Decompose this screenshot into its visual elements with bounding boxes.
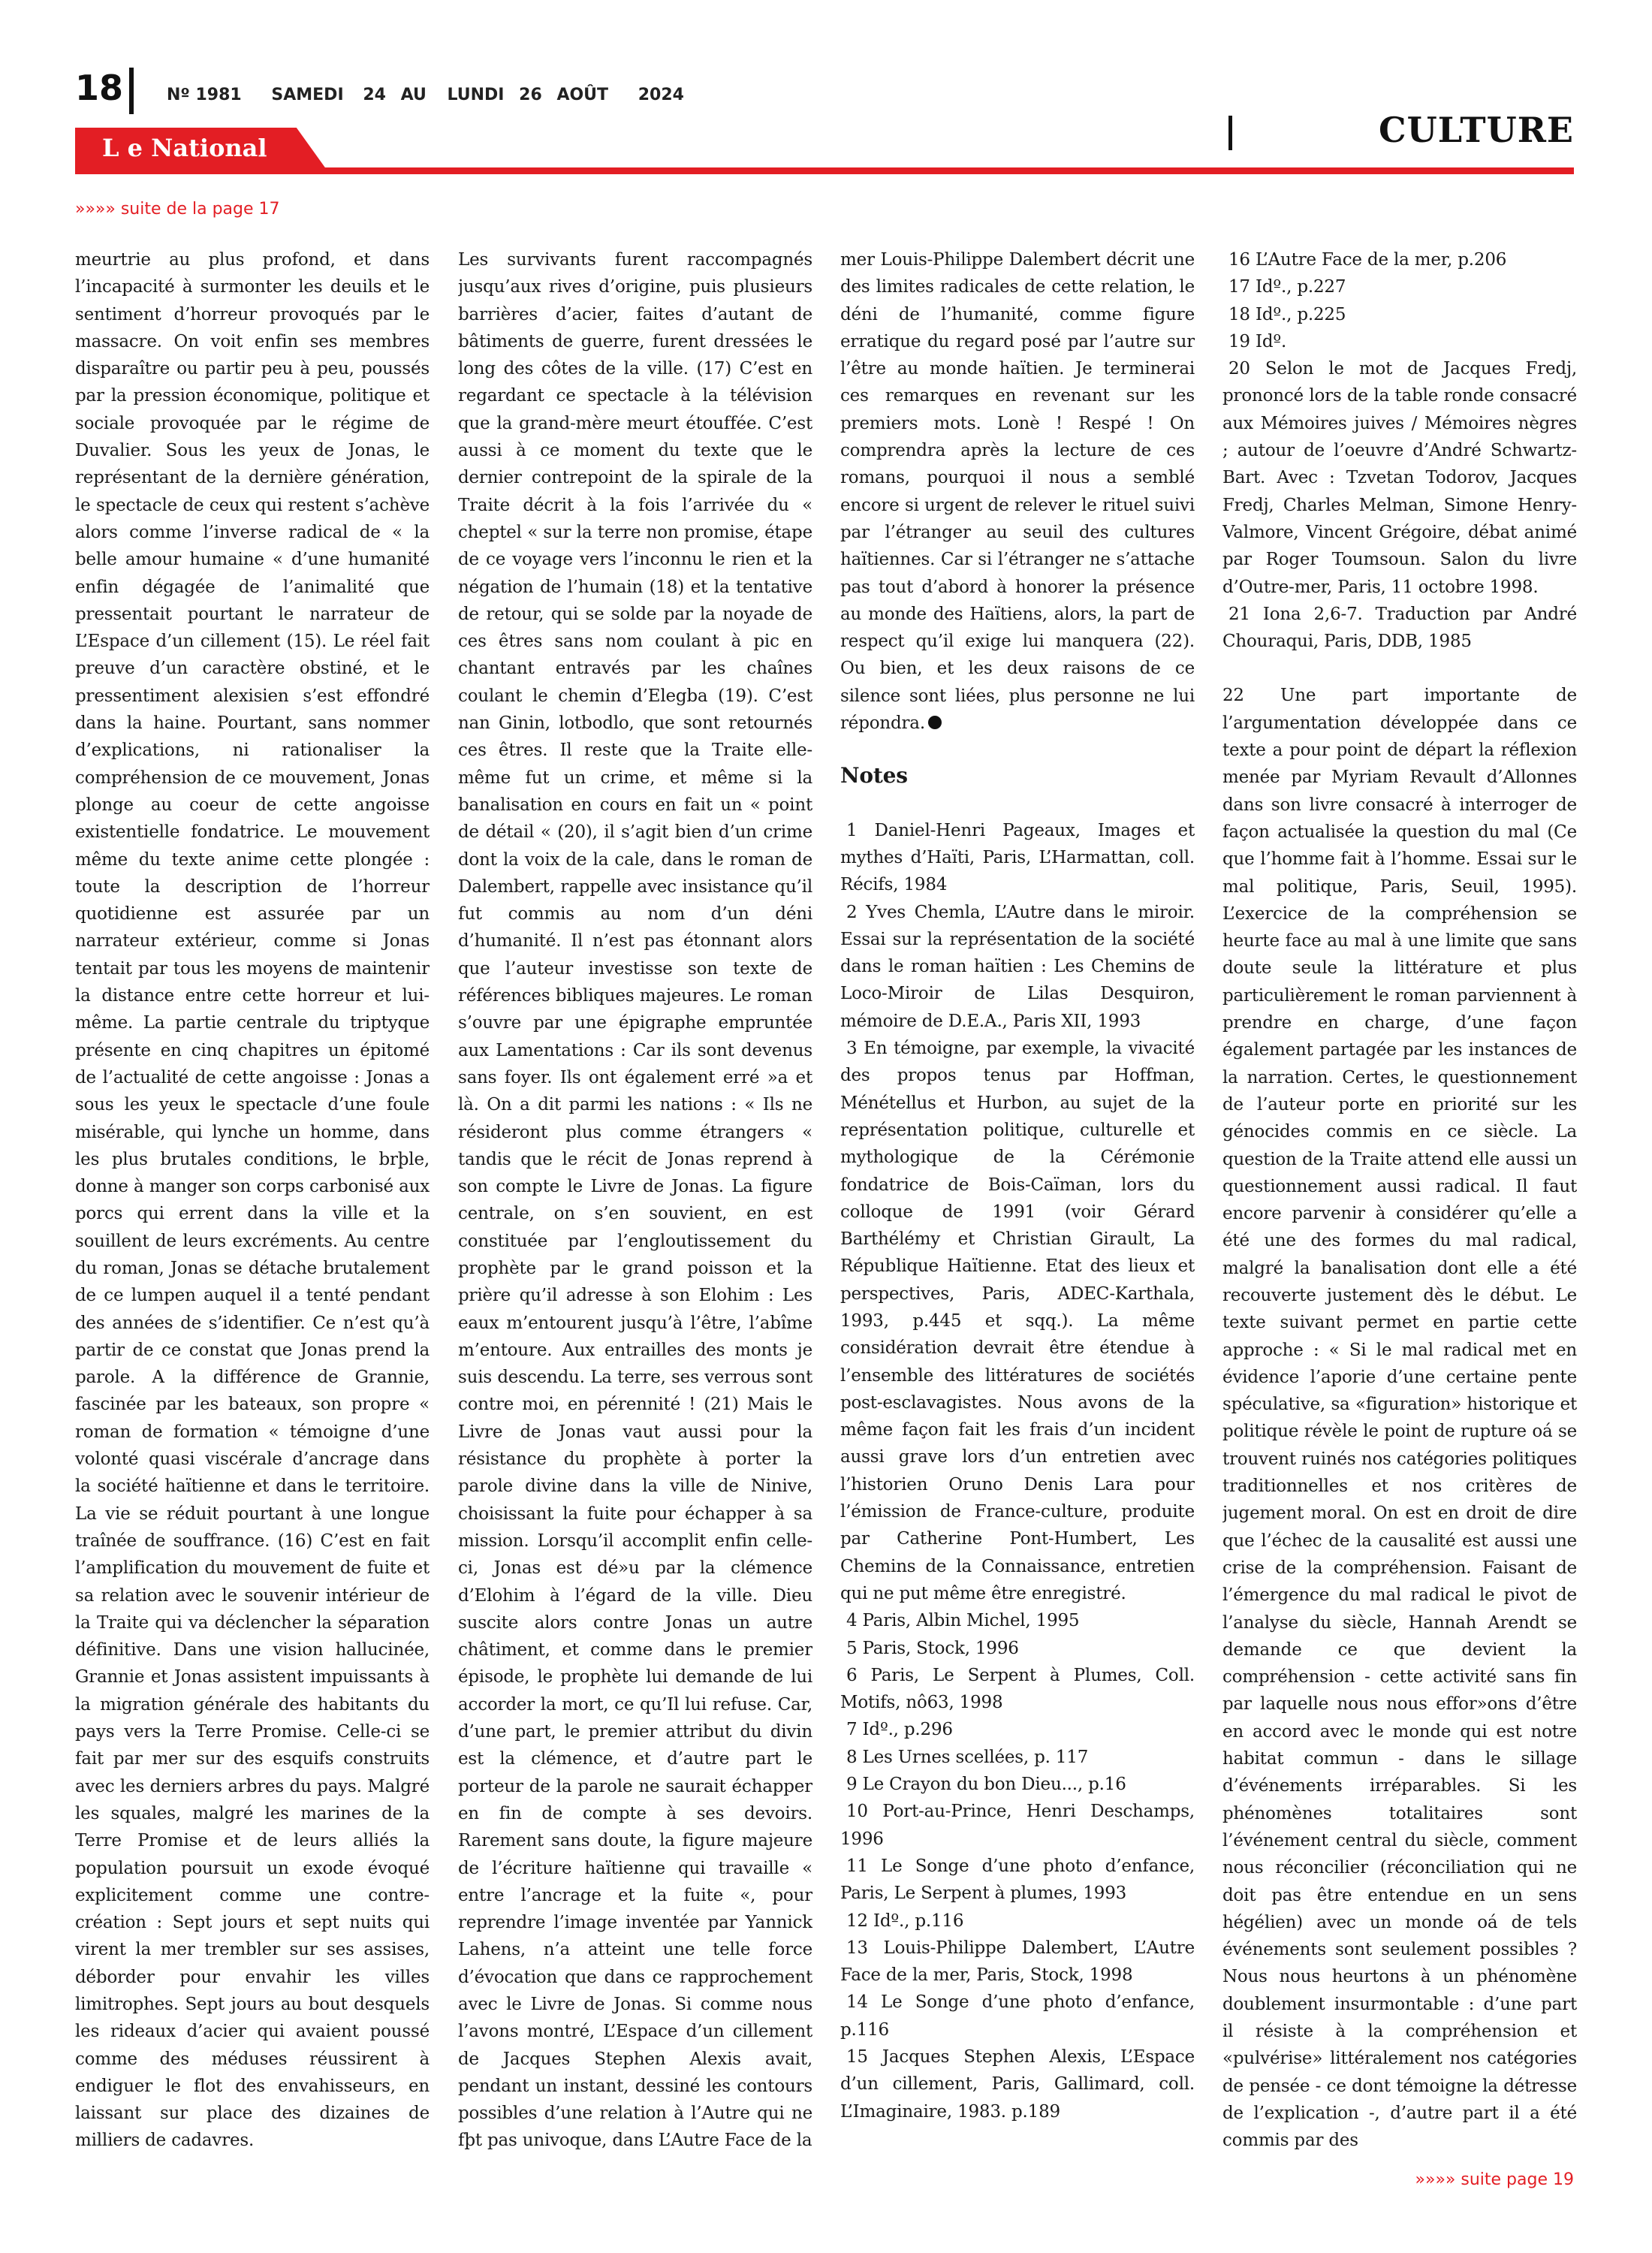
- note-item: 16 L’Autre Face de la mer, p.206: [1228, 250, 1507, 270]
- note-item: 18 Idº., p.225: [1228, 304, 1346, 324]
- note-item: 2 Yves Chemla, L’Autre dans le miroir. Essai sur la représentation de la société dans le roman haïtien : Les Chemins de Loco-Miroir de Lilas Desquiron, mémoire de D.E.A., Paris XII, 1993: [840, 902, 1195, 1031]
- note-item: 15 Jacques Stephen Alexis, L’Espace d’un cillement, Paris, Gallimard, coll. L’Imaginaire, 1983. p.189: [840, 2047, 1195, 2122]
- notes-heading: Notes: [840, 763, 908, 789]
- page-number: 18: [75, 68, 124, 108]
- note-item: 9 Le Crayon du bon Dieu..., p.16: [846, 1775, 1126, 1795]
- section-title: CULTURE: [1379, 110, 1574, 150]
- day-end: LUNDI: [447, 86, 505, 104]
- note-item: 13 Louis-Philippe Dalembert, L’Autre Face de la mer, Paris, Stock, 1998: [840, 1938, 1195, 1986]
- page-number-divider: [129, 68, 134, 114]
- end-of-article-icon: [928, 716, 942, 729]
- note-item: 5 Paris, Stock, 1996: [846, 1638, 1019, 1658]
- page-header: [0, 0, 1652, 195]
- month: AOÛT: [556, 86, 609, 104]
- notes-list-2: [1222, 246, 1577, 655]
- note-item: 1 Daniel-Henri Pageaux, Images et mythes d’Haïti, Paris, L’Harmattan, coll. Récifs, 1984: [840, 820, 1195, 895]
- note-item: 8 Les Urnes scellées, p. 117: [846, 1747, 1089, 1767]
- date-range-word: AU: [400, 86, 427, 104]
- note-item: 7 Idº., p.296: [846, 1720, 953, 1740]
- note-item: 21 Iona 2,6-7. Traduction par André Chouraqui, Paris, DDB, 1985: [1222, 604, 1577, 652]
- section-divider: [1228, 116, 1232, 150]
- article-column-2: [458, 246, 812, 2154]
- date-end: 26: [519, 86, 542, 104]
- continued-from-link[interactable]: »»»» suite de la page 17: [75, 200, 280, 219]
- article-column-4: [1222, 246, 1577, 2154]
- note-item: 3 En témoigne, par exemple, la vivacité des propos tenus par Hoffman, Ménétellus et Hurbon, au sujet de la représentation politique, culturelle et mythologique de la Cérémonie fondatrice de Bois-Caïman, lors du colloque de 1991 (voir Gérard Barthélémy et Christian Girault, La République Haïtienne. Etat des lieux et perspectives, Paris, ADEC-Karthala, 1993, p.445 et sqq.). La même considération devrait être étendue à l’ensemble des littératures de sociétés post-esclavagistes. Nous avons de la même façon fait les frais d’un incident aussi grave lors d’un entretien avec l’historien Oruno Denis Lara pour l’émission de France-culture, produite par Catherine Pont-Humbert, Les Chemins de la Connaissance, entretien qui ne put même être enregistré.: [840, 1039, 1195, 1603]
- article-ending-text: mer Louis-Philippe Dalembert décrit une des limites radicales de cette relation, le déni de l’humanité, comme figure erratique du regard posé par l’autre sur l’être au monde haïtien. Je terminerai ces remarques en revenant sur les premiers mots. Lonè ! Respé ! On comprendra après la lecture de ces romans, pourquoi il nous a semblé encore si urgent de relever le rituel suivi par l’étranger au seuil des cultures haïtiennes. Car si l’étranger ne s’attache pas tout d’abord à honorer la présence au monde des Haïtiens, alors, la part de respect qu’il exige lui manquera (22). Ou bien, et les deux raisons de ce silence sont liées, plus personne ne lui répondra.: [840, 250, 1195, 734]
- article-paragraph: meurtrie au plus profond, et dans l’incapacité à surmonter les deuils et le sentiment d’horreur provoqués par le massacre. On voit enfin ses membres disparaître ou partir peu à peu, poussés par la pression économique, politique et sociale provoquée par le régime de Duvalier. Sous les yeux de Jonas, le représentant de la dernière génération, le spectacle de ceux qui restent s’achève alors comme l’inverse radical de « la belle amour humaine « d’une humanité enfin dégagée de l’animalité que pressentait pourtant le narrateur de L’Espace d’un cillement (15). Le réel fait preuve d’un caractère obstiné, et le pressentiment alexisien s’est effondré dans la haine. Pourtant, sans nommer d’explications, ni rationaliser la compréhension de ce mouvement, Jonas plonge au coeur de cette angoisse existentielle fondatrice. Le mouvement même du texte anime cette plongée : toute la description de l’horreur quotidienne est assurée par un narrateur extérieur, comme si Jonas tentait par tous les moyens de maintenir la distance entre cette horreur et lui-même. La partie centrale du triptyque présente en cinq chapitres un épitomé de l’actualité de cette angoisse : Jonas a sous les yeux le spectacle d’une foule misérable, qui lynche un homme, dans les plus brutales conditions, le brþle, donne à manger son corps carbonisé aux porcs qui errent dans la ville et la souillent de leurs excréments. Au centre du roman, Jonas se détache brutalement de ce lumpen auquel il a tenté pendant des années de s’identifier. Ce n’est qu’à partir de ce constat que Jonas prend la parole. A la différence de Grannie, fascinée par les bateaux, son propre « roman de formation « témoigne d’une volonté quasi viscérale d’ancrage dans la société haïtienne et dans le territoire. La vie se réduit pourtant à une longue traînée de souffrance. (16) C’est en fait l’amplification du mouvement de fuite et sa relation avec le souvenir intérieur de la Traite qui va déclencher la séparation définitive. Dans une vision hallucinée, Grannie et Jonas assistent impuissants à la migration générale des habitants du pays vers la Terre Promise. Celle-ci se fait par mer sur des esquifs construits avec les derniers arbres du pays. Malgré les squales, malgré les marines de la Terre Promise et de leurs alliés la population poursuit un exode évoqué explicitement comme une contre-création : Sept jours et sept nuits qui virent la mer trembler sur ses assises, déborder pour envahir les villes limitrophes. Sept jours au bout desquels les rideaux d’acier qui avaient poussé comme des méduses réussirent à endiguer le flot des envahisseurs, en laissant sur place des dizaines de milliers de cadavres.: [75, 250, 430, 2151]
- note-item: 17 Idº., p.227: [1228, 277, 1346, 297]
- year: 2024: [638, 86, 684, 104]
- note-item: 19 Idº.: [1228, 331, 1287, 351]
- note-item: 11 Le Songe d’une photo d’enfance, Paris, Le Serpent à plumes, 1993: [840, 1856, 1195, 1904]
- note-item: 4 Paris, Albin Michel, 1995: [846, 1611, 1080, 1631]
- issue-date-line: [167, 86, 708, 104]
- article-column-1: [75, 246, 430, 2154]
- note-item: 14 Le Songe d’une photo d’enfance, p.116: [840, 1992, 1195, 2040]
- article-column-3: [840, 246, 1195, 2154]
- notes-list-1: [840, 817, 1195, 2125]
- notes-spacer: [1222, 655, 1577, 682]
- article-paragraph: Les survivants furent raccompagnés jusqu’aux rives d’origine, puis plusieurs barrières d’acier, faites d’autant de bâtiments de guerre, furent dressées le long des côtes de la ville. (17) C’est en regardant ce spectacle à la télévision que la grand-mère meurt étouffée. C’est aussi à ce moment du texte que le dernier contrepoint de la spirale de la Traite décrit à la fois l’arrivée du « cheptel « sur la terre non promise, étape de ce voyage vers l’inconnu le rien et la négation de l’humain (18) et la tentative de retour, qui se solde par la noyade de ces êtres sans nom coulant à pic en chantant entravés par les chaînes coulant le chemin d’Elegba (19). C’est nan Ginin, lotbodlo, que sont retournés ces êtres. Il reste que la Traite elle-même fut un crime, et même si la banalisation en cours en fait un « point de détail « (20), il s’agit bien d’un crime dont la voix de la cale, dans le roman de Dalembert, rappelle avec insistance qu’il fut commis au nom d’un déni d’humanité. Il n’est pas étonnant alors que l’auteur investisse son texte de références bibliques majeures. Le roman s’ouvre par une épigraphe empruntée aux Lamentations : Car ils sont devenus sans foyer. Ils ont également erré »a et là. On a dit parmi les nations : « Ils ne résideront plus comme étrangers « tandis que le récit de Jonas reprend à son compte le Livre de Jonas. La figure centrale, on s’en souvient, en est constituée par l’engloutissement du prophète par le grand poisson et la prière qu’il adresse à son Elohim : Les eaux m’entourent jusqu’à l’être, l’abîme m’entoure. Aux entrailles des monts je suis descendu. La terre, ses verrous sont contre moi, en pérennité ! (21) Mais le Livre de Jonas vaut aussi pour la résistance du prophète à porter la parole divine dans la ville de Ninive, choisissant la fuite pour échapper à sa mission. Lorsqu’il accomplit enfin celle-ci, Jonas est dé»u par la clémence d’Elohim à l’égard de la ville. Dieu suscite alors contre Jonas un autre châtiment, et comme dans le premier épisode, le prophète lui demande de lui accorder la mort, ce qu’Il lui refuse. Car, d’une part, le premier attribut du divin est la clémence, et d’autre part le porteur de la parole ne saurait échapper en fin de compte à ses devoirs. Rarement sans doute, la figure majeure de l’écriture haïtienne qui travaille « entre l’ancrage et la fuite «, pour reprendre l’image inventée par Yannick Lahens, n’a atteint une telle force d’évocation que dans ce rapprochement avec le Livre de Jonas. Si comme nous l’avons montré, L’Espace d’un cillement de Jacques Stephen Alexis avait, pendant un instant, dessiné les contours possibles d’une relation à l’Autre qui ne fþt pas univoque, dans L’Autre Face de la: [458, 250, 812, 2151]
- article-paragraph: [840, 246, 1195, 737]
- note-22: 22 Une part importante de l’argumentation développée dans ce texte a pour point de départ la réflexion menée par Myriam Revault d’Allonnes dans son livre consacré à interroger de façon actualisée la question du mal (Ce que l’homme fait à l’homme. Essai sur le mal politique, Paris, Seuil, 1995). L’exercice de la compréhension se heurte face au mal à une limite que sans doute seule la littérature et plus particulièrement le roman parviennent à prendre en charge, d’une façon également partagée par les instances de la narration. Certes, le questionnement de l’auteur porte en priorité sur les génocides commis en ce siècle. La question de la Traite attend elle aussi un questionnement aussi radical. Il faut encore parvenir à considérer qu’elle a été une des formes du mal radical, malgré la banalisation dont elle a été recouverte justement dès le début. Le texte suivant permet en partie cette approche : « Si le mal radical met en évidence l’aporie d’une certaine pente spéculative, sa «figuration» historique et politique révèle le point de rupture oá se trouvent ruinés nos catégories politiques traditionnelles et nos critères de jugement moral. On est en droit de dire que l’échec de la causalité est aussi une crise de la compréhension. Faisant de l’émergence du mal radical le pivot de l’analyse du siècle, Hannah Arendt se demande ce que devient la compréhension - cette activité sans fin par laquelle nous nous effor»ons d’être en accord avec le monde qui est notre habitat commun - dans le sillage d’événements irréparables. Si les phénomènes totalitaires sont l’événement central du siècle, comment nous réconcilier (réconciliation qui ne doit pas être entendue en un sens hégélien) avec un monde oá de tels événements sont seulement possibles ? Nous nous heurtons à un phénomène doublement insurmontable : d’une part il résiste à la compréhension et «pulvérise» littéralement nos catégories de pensée - ce dont témoigne la détresse de l’explication -, d’autre part il a été commis par des: [1222, 686, 1577, 2151]
- day-start: SAMEDI: [271, 86, 344, 104]
- note-item: 10 Port-au-Prince, Henri Deschamps, 1996: [840, 1802, 1195, 1849]
- note-item: 12 Idº., p.116: [846, 1911, 964, 1931]
- note-item: 6 Paris, Le Serpent à Plumes, Coll. Motifs, nô63, 1998: [840, 1665, 1195, 1713]
- issue-number: Nº 1981: [167, 86, 242, 104]
- note-item: 20 Selon le mot de Jacques Fredj, prononcé lors de la table ronde consacré aux Mémoires juives / Mémoires nègres ; autour de l’oeuvre d’André Schwartz-Bart. Avec : Tzvetan Todorov, Jacques Fredj, Charles Melman, Simone Henry-Valmore, Vincent Grégoire, débat animé par Roger Toumsoun. Salon du livre d’Outre-mer, Paris, 11 octobre 1998.: [1222, 359, 1577, 597]
- date-start: 24: [363, 86, 386, 104]
- continued-to-link[interactable]: »»»» suite page 19: [1415, 2170, 1574, 2189]
- newspaper-logo: L e National: [102, 134, 267, 162]
